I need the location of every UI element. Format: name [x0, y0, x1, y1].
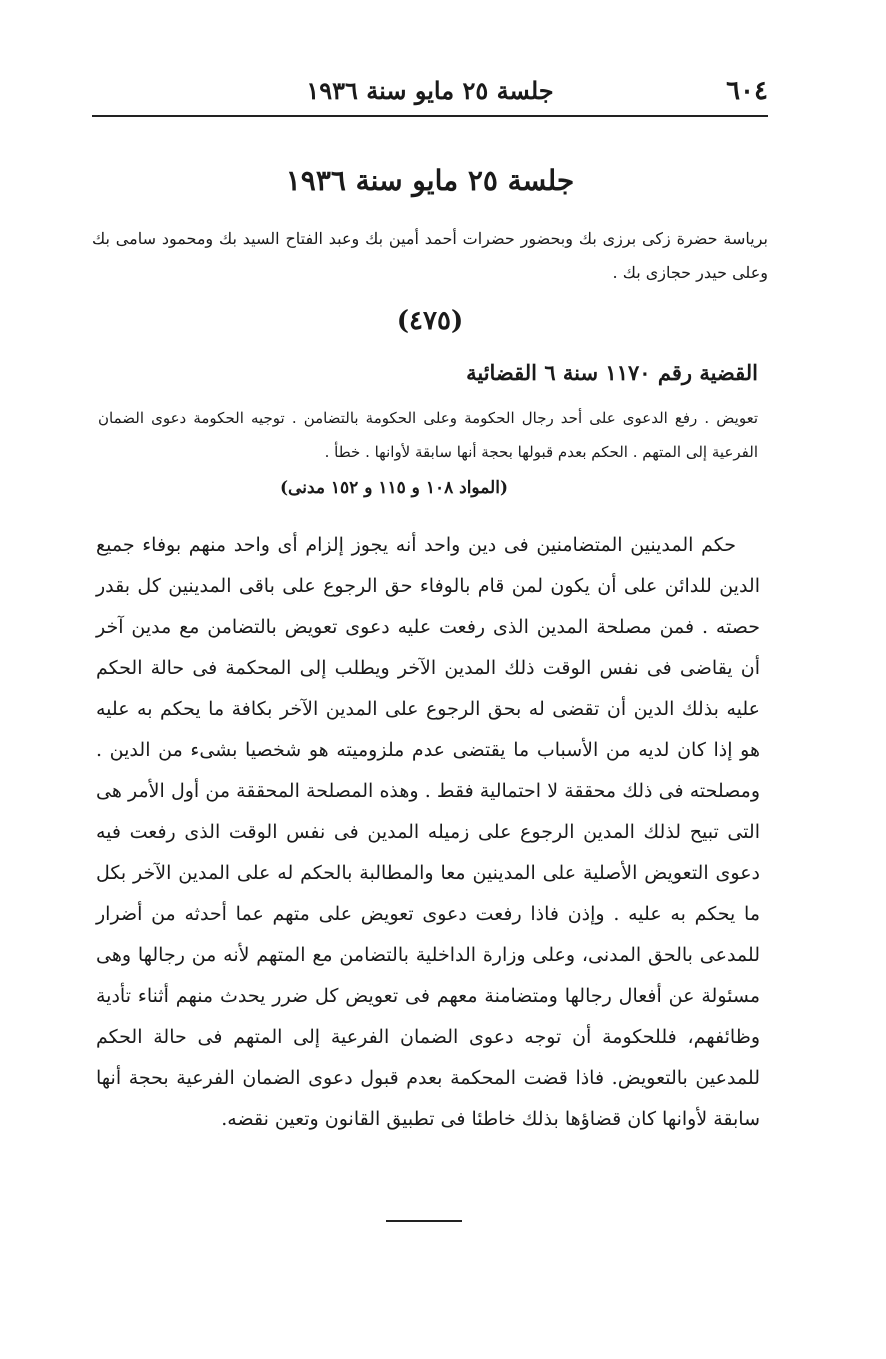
case-number: (٤٧٥)	[396, 306, 464, 336]
law-articles: (المواد ١٠٨ و ١١٥ و ١٥٢ مدنى)	[280, 478, 508, 498]
session-title: جلسة ٢٥ مايو سنة ١٩٣٦	[285, 164, 575, 197]
page-number: ٦٠٤	[726, 76, 768, 106]
ruling-paragraph: حكم المدينين المتضامنين فى دين واحد أنه يجوز إلزام أى واحد منهم بوفاء جميع الدين للدائن على أن يكون لمن قام بالوفاء حق الرجوع على باقى المدينين كل بقدر حصته . فمن مصلحة المدين الذى رفعت عليه دعوى تعويض بالتضامن مع مدين آخر أن يقاضى فى نفس الوقت ذلك المدين الآخر ويطلب إلى المحكمة فى حالة الحكم عليه بذلك الدين أن تقضى له بحق الرجوع على المدين الآخر بكافة ما يحكم به عليه هو إذا كان لديه من الأسباب ما يقتضى عدم ملزوميته هو شخصيا بشىء من الدين . ومصلحته فى ذلك محققة لا احتمالية فقط . وهذه المصلحة المحققة من أول الأمر هى التى تبيح لذلك المدين الرجوع على زميله المدين فى نفس الوقت الذى رفعت فيه دعوى التعويض الأصلية على المدينين معا والمطالبة بالحكم له على المدين الآخر بكل ما يحكم به عليه . وإذن فاذا رفعت دعوى تعويض على متهم عما أحدثه من أضرار للمدعى بالحق المدنى، وعلى وزارة الداخلية بالتضامن مع المتهم لأنه من رجالها وهى مسئولة عن أفعال رجالها ومتضامنة معهم فى تعويض كل ضرر يحدث منهم أثناء تأدية وظائفهم، فللحكومة أن توجه دعوى الضمان الفرعية إلى المتهم فى حالة الحكم للمدعين بالتعويض. فاذا قضت المحكمة بعدم قبول دعوى الضمان الفرعية بحجة أنها سابقة لأوانها كان قضاؤها بذلك خاطئا فى تطبيق القانون وتعين نقضه.	[96, 534, 760, 1130]
running-header	[92, 70, 768, 110]
end-rule	[386, 1220, 462, 1222]
header-rule	[92, 115, 768, 117]
case-keywords: تعويض . رفع الدعوى على أحد رجال الحكومة وعلى الحكومة بالتضامن . توجيه الحكومة دعوى الضمان الفرعية إلى المتهم . الحكم بعدم قبولها بحجة أنها سابقة لأوانها . خطأ .	[98, 409, 758, 461]
ruling-text	[96, 525, 760, 1140]
case-title: القضية رقم ١١٧٠ سنة ٦ القضائية	[466, 360, 758, 385]
running-title: جلسة ٢٥ مايو سنة ١٩٣٦	[306, 76, 554, 105]
presidency-line: برياسة حضرة زكى برزى بك وبحضور حضرات أحمد أمين بك وعبد الفتاح السيد بك ومحمود سامى بك وعلى حيدر حجازى بك .	[92, 229, 768, 282]
